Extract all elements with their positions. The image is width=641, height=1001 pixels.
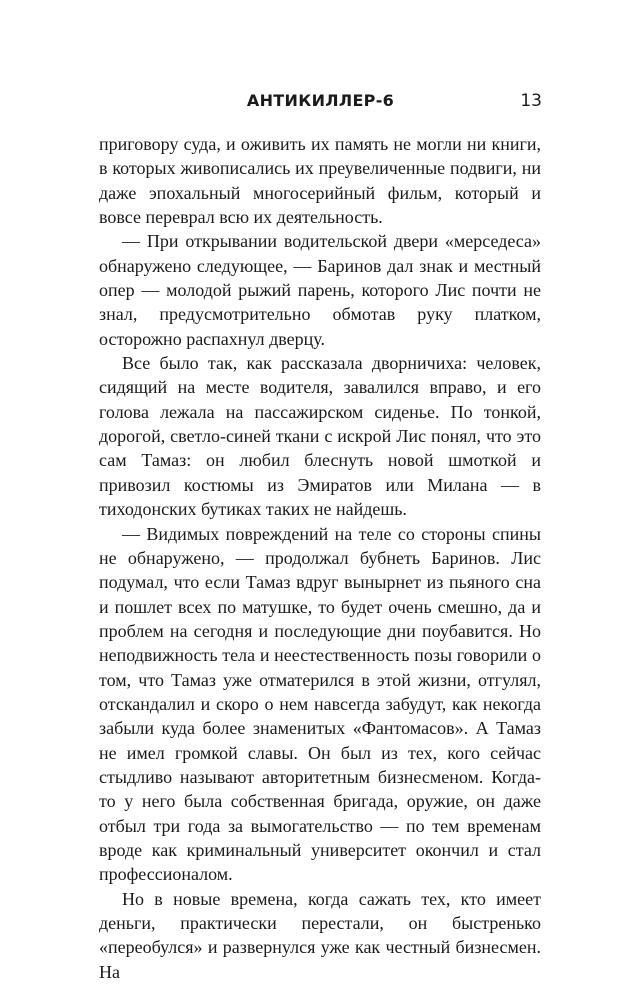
paragraph: — При открывании водительской двери «мерседеса» обнаружено следующее, — Баринов дал знак и местный опер — молодой рыжий парень, которого Лис почти не знал, предусмотрительно обмотав руку платком, осторожно распахнул дверцу. bbox=[99, 231, 541, 349]
paragraph: Все было так, как рассказала дворничиха: человек, сидящий на месте водителя, завалился вправо, и его голова лежала на пассажирском сиденье. По тонкой, дорогой, светло-синей ткани с искрой Лис понял, что это сам Тамаз: он любил блеснуть новой шмоткой и привозил костюмы из Эмиратов или Милана — в тиходонских бутиках таких не найдешь. bbox=[99, 353, 541, 520]
paragraph: — Видимых повреждений на теле со стороны спины не обнаружено, — продолжал бубнеть Баринов. Лис подумал, что если Тамаз вдруг вынырнет из пьяного сна и пошлет всех по матушке, то будет очень смешно, да и проблем на сегодня и последующие дни поубавится. Но неподвижность тела и неестественность позы говорили о том, что Тамаз уже отматерился в этой жизни, отгулял, отскандалил и скоро о нем навсегда забудут, как некогда забыли куда более знаменитых «Фантомасов». А Тамаз не имел громкой славы. Он был из тех, кого сейчас стыдливо называют авторитетным бизнесменом. Когда-то у него была собственная бригада, оружие, он даже отбыл три года за вымогательство — по тем временам вроде как криминальный университет окончил и стал профессионалом. bbox=[99, 523, 541, 885]
paragraph: Но в новые времена, когда сажать тех, кто имеет деньги, практически перестали, он быстренько «переобулся» и развернулся уже как честный бизнесмен. На bbox=[99, 888, 541, 982]
body-text bbox=[99, 132, 541, 984]
paragraph-continued: приговору суда, и оживить их память не могли ни книги, в которых живописались их преувеличенные подвиги, ни даже эпохальный многосерийный фильм, который и вовсе переврал всю их деятельность. bbox=[99, 134, 541, 228]
running-title: АНТИКИЛЛЕР-6 bbox=[246, 91, 395, 110]
page-number: 13 bbox=[520, 91, 542, 111]
page-header bbox=[0, 89, 641, 113]
